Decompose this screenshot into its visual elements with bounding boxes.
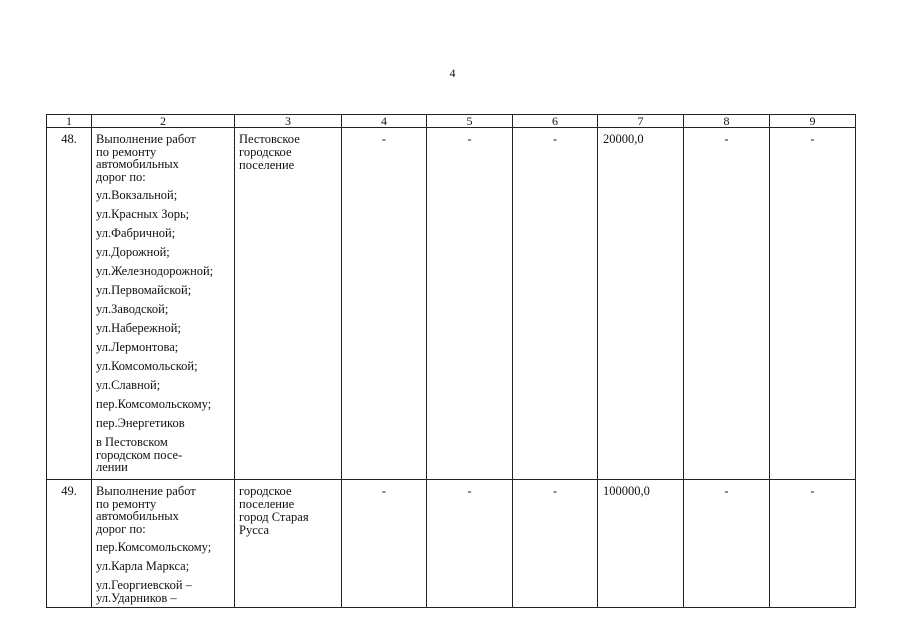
description-line: автомобильных <box>96 157 179 171</box>
cell-amount: 20000,0 <box>598 128 684 480</box>
cell-col4: - <box>342 480 427 608</box>
description-line: Выполнение работ <box>96 484 196 498</box>
column-header: 7 <box>598 115 684 128</box>
cell-col8: - <box>684 480 770 608</box>
street-item: пер.Энергетиков <box>96 416 185 430</box>
work-description <box>92 128 235 480</box>
street-item: ул.Фабричной; <box>96 226 176 240</box>
street-item: ул.Дорожной; <box>96 245 170 259</box>
description-line: ул.Ударников – <box>96 591 177 605</box>
street-item: пер.Комсомольскому; <box>96 397 212 411</box>
description-line: городском посе- <box>96 447 183 462</box>
cell-col9: - <box>770 480 856 608</box>
column-header: 1 <box>47 115 92 128</box>
settlement-line: поселение <box>239 497 295 511</box>
street-item: ул.Вокзальной; <box>96 188 178 202</box>
cell-amount: 100000,0 <box>598 480 684 608</box>
street-item: ул.Красных Зорь; <box>96 207 190 221</box>
description-line: Выполнение работ <box>96 132 196 146</box>
description-line: автомобильных <box>96 509 179 523</box>
street-item: ул.Карла Маркса; <box>96 559 190 573</box>
street-item: ул.Славной; <box>96 378 161 392</box>
street-item: ул.Первомайской; <box>96 283 192 297</box>
column-header: 3 <box>235 115 342 128</box>
description-line: дорог по: <box>96 521 146 536</box>
row-number: 49. <box>47 480 92 608</box>
street-item: пер.Комсомольскому; <box>96 540 212 554</box>
column-header: 5 <box>427 115 513 128</box>
cell-col8: - <box>684 128 770 480</box>
settlement-line: городское <box>239 484 292 498</box>
description-line: по ремонту <box>96 496 157 511</box>
settlement-name <box>235 128 342 480</box>
column-header: 6 <box>513 115 598 128</box>
description-line: в Пестовском <box>96 435 168 449</box>
column-header: 4 <box>342 115 427 128</box>
header-row <box>47 115 856 128</box>
description-line: лении <box>96 460 128 474</box>
settlement-line: городское <box>239 145 292 159</box>
cell-col5: - <box>427 480 513 608</box>
cell-col9: - <box>770 128 856 480</box>
table-row <box>47 128 856 480</box>
table-row <box>47 480 856 608</box>
page-number: 4 <box>449 66 456 80</box>
cell-col6: - <box>513 128 598 480</box>
column-header: 2 <box>92 115 235 128</box>
cell-col4: - <box>342 128 427 480</box>
settlement-line: поселение <box>239 158 295 172</box>
settlement-line: Русса <box>239 523 269 537</box>
street-item: ул.Лермонтова; <box>96 340 179 354</box>
settlement-line: Пестовское <box>239 132 300 146</box>
street-item: ул.Железнодорожной; <box>96 264 214 278</box>
column-header: 8 <box>684 115 770 128</box>
street-item: ул.Георгиевской – <box>96 578 192 592</box>
description-line: дорог по: <box>96 169 146 184</box>
street-item: ул.Заводской; <box>96 302 169 316</box>
cell-col6: - <box>513 480 598 608</box>
data-table <box>46 114 856 608</box>
description-line: по ремонту <box>96 144 157 159</box>
cell-col5: - <box>427 128 513 480</box>
street-item: ул.Набережной; <box>96 321 181 335</box>
row-number: 48. <box>47 128 92 480</box>
column-header: 9 <box>770 115 856 128</box>
settlement-line: город Старая <box>239 510 309 524</box>
work-description <box>92 480 235 608</box>
street-item: ул.Комсомольской; <box>96 359 198 373</box>
settlement-name <box>235 480 342 608</box>
